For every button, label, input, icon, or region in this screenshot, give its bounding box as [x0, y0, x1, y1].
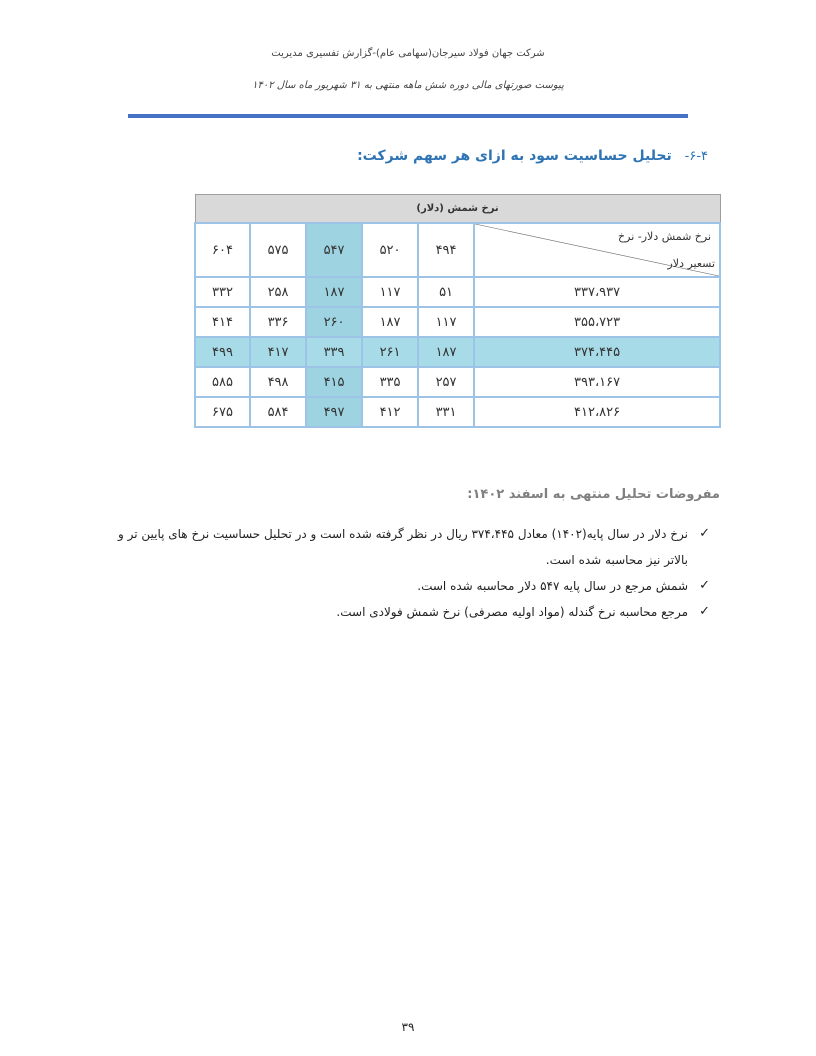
table-cell-base: ۳۳۹ — [306, 337, 362, 367]
row-rate: ۳۷۴،۴۴۵ — [474, 337, 720, 367]
check-mark-icon: ✓ — [699, 578, 710, 593]
list-item — [110, 521, 710, 573]
column-header: ۵۲۰ — [362, 223, 418, 277]
table-cell: ۴۹۹ — [195, 337, 250, 367]
list-item-text: مرجع محاسبه نرخ گندله (مواد اولیه مصرفی) نرخ شمش فولادی است. — [336, 605, 688, 619]
column-header: ۵۷۵ — [250, 223, 306, 277]
header-divider — [128, 114, 688, 118]
column-header: ۶۰۴ — [195, 223, 250, 277]
list-item-text: نرخ دلار در سال پایه(۱۴۰۲) معادل ۳۷۴،۴۴۵ ریال در نظر گرفته شده است و در تحلیل حساسیت نرخ های پایین تر و بالاتر نیز محاسبه شده است. — [117, 527, 688, 567]
table-cell: ۳۳۲ — [195, 277, 250, 307]
corner-label-bottom: تسعیر دلار — [667, 257, 716, 270]
sensitivity-table — [194, 194, 721, 428]
table-row — [195, 307, 720, 337]
table-cell: ۲۶۰ — [306, 307, 362, 337]
table-cell: ۱۱۷ — [362, 277, 418, 307]
row-rate: ۳۳۷،۹۳۷ — [474, 277, 720, 307]
table-cell: ۲۵۸ — [250, 277, 306, 307]
table-cell: ۵۸۵ — [195, 367, 250, 397]
table-cell: ۱۸۷ — [306, 277, 362, 307]
table-cell: ۳۳۵ — [362, 367, 418, 397]
table-title: نرخ شمش (دلار) — [195, 195, 720, 224]
corner-label-top: نرخ شمش دلار- نرخ — [618, 230, 712, 243]
table-cell: ۴۱۲ — [362, 397, 418, 427]
report-header-company: شرکت جهان فولاد سیرجان(سهامی عام)-گزارش تفسیری مدیریت — [271, 48, 545, 59]
section-title — [357, 148, 708, 164]
table-row — [195, 397, 720, 427]
table-cell: ۴۹۷ — [306, 397, 362, 427]
list-item — [110, 599, 710, 625]
table-cell: ۲۵۷ — [418, 367, 474, 397]
table-cell: ۵۸۴ — [250, 397, 306, 427]
section-title-text: تحلیل حساسیت سود به ازای هر سهم شرکت: — [357, 148, 672, 164]
table-cell: ۱۱۷ — [418, 307, 474, 337]
column-header: ۴۹۴ — [418, 223, 474, 277]
table-row — [195, 367, 720, 397]
row-rate: ۳۹۳،۱۶۷ — [474, 367, 720, 397]
assumptions-list — [110, 521, 710, 625]
table-cell: ۶۷۵ — [195, 397, 250, 427]
page-number: ۳۹ — [401, 1020, 415, 1034]
list-item — [110, 573, 710, 599]
table-header-row — [195, 223, 720, 277]
table-row-base — [195, 337, 720, 367]
row-rate: ۴۱۲،۸۲۶ — [474, 397, 720, 427]
table-cell: ۱۸۷ — [362, 307, 418, 337]
table-cell: ۲۶۱ — [362, 337, 418, 367]
table-cell: ۴۱۴ — [195, 307, 250, 337]
table-cell: ۳۳۶ — [250, 307, 306, 337]
check-mark-icon: ✓ — [699, 604, 710, 619]
table-cell: ۴۹۸ — [250, 367, 306, 397]
table-cell: ۵۱ — [418, 277, 474, 307]
table-cell: ۱۸۷ — [418, 337, 474, 367]
row-rate: ۳۵۵،۷۲۳ — [474, 307, 720, 337]
table-cell: ۴۱۵ — [306, 367, 362, 397]
table-row — [195, 277, 720, 307]
column-header-base: ۵۴۷ — [306, 223, 362, 277]
table-cell: ۴۱۷ — [250, 337, 306, 367]
report-header-period: پیوست صورتهای مالی دوره شش ماهه منتهی به ۳۱ شهریور ماه سال ۱۴۰۲ — [252, 80, 564, 91]
list-item-text: شمش مرجع در سال پایه ۵۴۷ دلار محاسبه شده است. — [417, 579, 688, 593]
table-cell: ۳۳۱ — [418, 397, 474, 427]
check-mark-icon: ✓ — [699, 526, 710, 541]
assumptions-title: مفروضات تحلیل منتهی به اسفند ۱۴۰۲: — [467, 487, 720, 502]
table-corner-cell — [474, 223, 720, 277]
section-number: ۶-۴- — [684, 149, 708, 164]
